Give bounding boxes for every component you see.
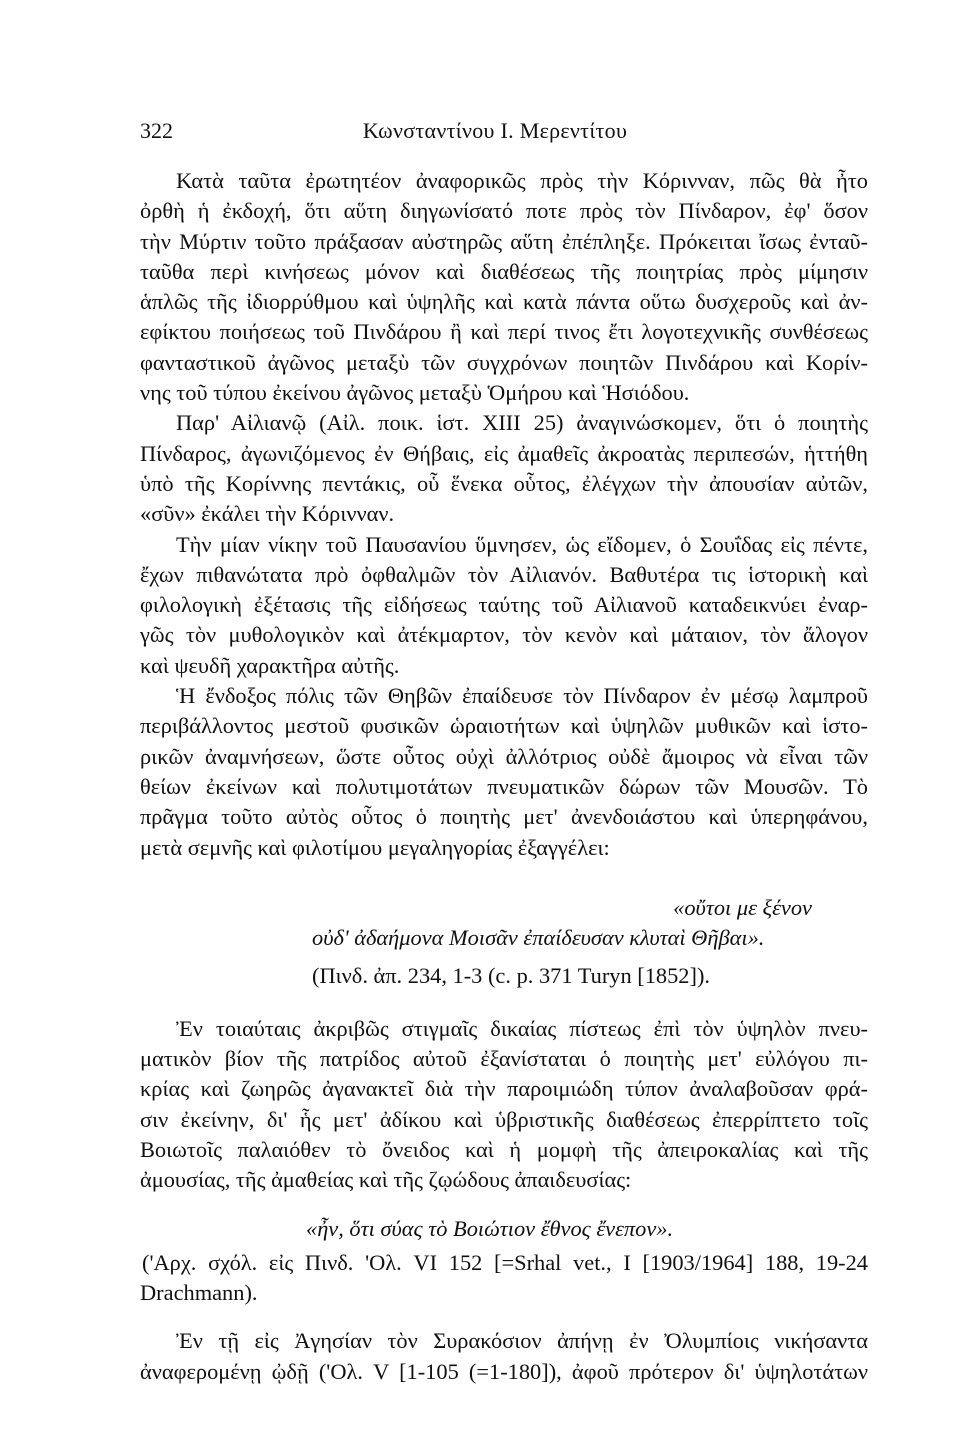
quote-line: οὐδ' ἀδαήμονα Μοισᾶν ἐπαίδευσαν κλυταὶ Θῆβαι».: [312, 925, 765, 951]
text-line: ἔχων πιθανώτατα πρὸ ὀφθαλμῶν τὸν Αἰλιανόν. Βαθυτέρα τις ἱστορικὴ καὶ: [140, 561, 868, 587]
text-line: μετὰ σεμνῆς καὶ φιλοτίμου μεγαληγορίας ἐξαγγέλει:: [140, 834, 610, 860]
text-line: Πίνδαρος, ἀγωνιζόμενος ἐν Θήβαις, εἰς ἀμαθεῖς ἀκροατὰς περιπεσών, ἡττήθη: [140, 440, 868, 466]
text-line: πρᾶγμα τοῦτο αὐτὸς οὗτος ὁ ποιητὴς μετ' ἀνενδοιάστου καὶ ὑπερηφάνου,: [140, 804, 868, 830]
text-line: ἀναφερομένῃ ᾠδῇ ('Ολ. V [1-105 (=1-180]), ἀφοῦ πρότερον δι' ὑψηλοτάτων: [140, 1358, 868, 1384]
text-line: ρικῶν ἀναμνήσεων, ὥστε οὗτος οὐχὶ ἀλλότριος οὐδὲ ἄμοιρος νὰ εἶναι τῶν: [140, 743, 868, 769]
text-line: Ἡ ἔνδοξος πόλις τῶν Θηβῶν ἐπαίδευσε τὸν Πίνδαρον ἐν μέσῳ λαμπροῦ: [176, 683, 868, 709]
text-line: Τὴν μίαν νίκην τοῦ Παυσανίου ὕμνησεν, ὡς εἴδομεν, ὁ Σουΐδας εἰς πέντε,: [176, 531, 868, 557]
text-line: ὑπὸ τῆς Κορίννης πεντάκις, οὗ ἕνεκα οὗτος, ἐλέγχων τὴν ἀπουσίαν αὐτῶν,: [140, 470, 868, 496]
text-line: «σῦν» ἐκάλει τὴν Κόρινναν.: [140, 501, 395, 527]
text-line: σιν ἐκείνην, δι' ἧς μετ' ἀδίκου καὶ ὑβριστικῆς διαθέσεως ἐπερρίπτετο τοῖς: [140, 1106, 868, 1132]
spacer: [140, 1308, 868, 1326]
text-line: Κατὰ ταῦτα ἐρωτητέον ἀναφορικῶς πρὸς τὴν Κόρινναν, πῶς θὰ ἦτο: [176, 168, 868, 193]
page-number: 322: [140, 118, 173, 143]
page-header: [140, 118, 830, 148]
text-line: ἀμουσίας, τῆς ἀμαθείας καὶ τῆς ζῳώδους ἀπαιδευσίας:: [140, 1167, 632, 1193]
text-line: γῶς τὸν μυθολογικὸν καὶ ἀτέκμαρτον, τὸν κενὸν καὶ μάταιον, τὸν ἄλογον: [140, 622, 868, 648]
text-line: κρίας καὶ ζωηρῶς ἀγανακτεῖ διὰ τὴν παροιμιώδη τύπον ἀναλαβοῦσαν φρά-: [140, 1076, 868, 1102]
text-line: ταῦθα περὶ κινήσεως μόνον καὶ διαθέσεως τῆς ποιητρίας πρὸς μίμησιν: [140, 258, 868, 284]
quote-line: «ἦν, ὅτι σύας τὸ Βοιώτιον ἔθνος ἔνεπον».: [306, 1215, 674, 1241]
quote-line: «οὔτοι με ξένον: [673, 894, 812, 920]
text-line: ὀρθὴ ἡ ἐκδοχή, ὅτι αὕτη διηγωνίσατό ποτε πρὸς τὸν Πίνδαρον, ἐφ' ὅσον: [140, 198, 868, 224]
running-head: Κωνσταντίνου Ι. Μερεντίτου: [362, 118, 628, 143]
citation: (Πινδ. ἀπ. 234, 1-3 (c. p. 371 Turyn [1852]).: [312, 963, 711, 989]
text-line: Βοιωτοῖς παλαιόθεν τὸ ὄνειδος καὶ ἡ μομφὴ τῆς ἀπειροκαλίας καὶ τῆς: [140, 1136, 868, 1162]
spacer: [140, 1196, 868, 1214]
text-line: τὴν Μύρτιν τοῦτο πράξασαν αὐστηρῶς αὕτη ἐπέπληξε. Πρόκειται ἴσως ἐνταῦ-: [140, 228, 868, 254]
text-line: Παρ' Αἰλιανῷ (Αἰλ. ποικ. ἱστ. XIII 25) ἀναγινώσκομεν, ὅτι ὁ ποιητὴς: [176, 410, 868, 436]
citation: ('Αρχ. σχόλ. εἰς Πινδ. 'Ολ. VI 152 [=Srhal vet., I [1903/1964] 188, 19-24: [142, 1249, 868, 1275]
citation: Drachmann).: [140, 1280, 258, 1306]
text-line: θείων ἐκείνων καὶ πολυτιμοτάτων πνευματικῶν δώρων τῶν Μουσῶν. Τὸ: [140, 773, 868, 799]
text-line: εφίκτου ποιήσεως τοῦ Πινδάρου ἢ καὶ περί τινος ἔτι λογοτεχνικῆς συνθέσεως: [140, 319, 868, 345]
text-line: ματικὸν βίον τῆς πατρίδος αὐτοῦ ἐξανίσταται ὁ ποιητὴς μετ' εὐλόγου πι-: [140, 1046, 868, 1072]
text-line: ἁπλῶς τῆς ἰδιορρύθμου καὶ ὑψηλῆς καὶ κατὰ πάντα οὕτω δυσχεροῦς καὶ ἀν-: [140, 289, 868, 315]
text-line: νης τοῦ τύπου ἐκείνου ἀγῶνος μεταξὺ Ὁμήρου καὶ Ἡσιόδου.: [140, 380, 690, 406]
text-line: περιβάλλοντος μεστοῦ φυσικῶν ὡραιοτήτων καὶ ὑψηλῶν μυθικῶν καὶ ἱστο-: [140, 713, 868, 739]
text-line: φιλολογικὴ ἐξέτασις τῆς εἰδήσεως ταύτης τοῦ Αἰλιανοῦ καταδεικνύει ἐναρ-: [140, 592, 868, 618]
text-line: καὶ ψευδῆ χαρακτῆρα αὐτῆς.: [140, 652, 400, 678]
text-line: Ἐν τῇ εἰς Ἀγησίαν τὸν Συρακόσιον ἀπήνῃ ἐν Ὀλυμπίοις νικήσαντα: [176, 1328, 868, 1354]
spacer: [140, 863, 868, 893]
text-line: φανταστικοῦ ἀγῶνος μεταξὺ τῶν συγχρόνων ποιητῶν Πινδάρου καὶ Κορίν-: [140, 349, 868, 375]
spacer: [140, 953, 868, 961]
spacer: [140, 992, 868, 1014]
body-text: [140, 166, 868, 1387]
text-line: Ἐν τοιαύταις ἀκριβῶς στιγμαῖς δικαίας πίστεως ἐπὶ τὸν ὑψηλὸν πνευ-: [176, 1015, 868, 1041]
